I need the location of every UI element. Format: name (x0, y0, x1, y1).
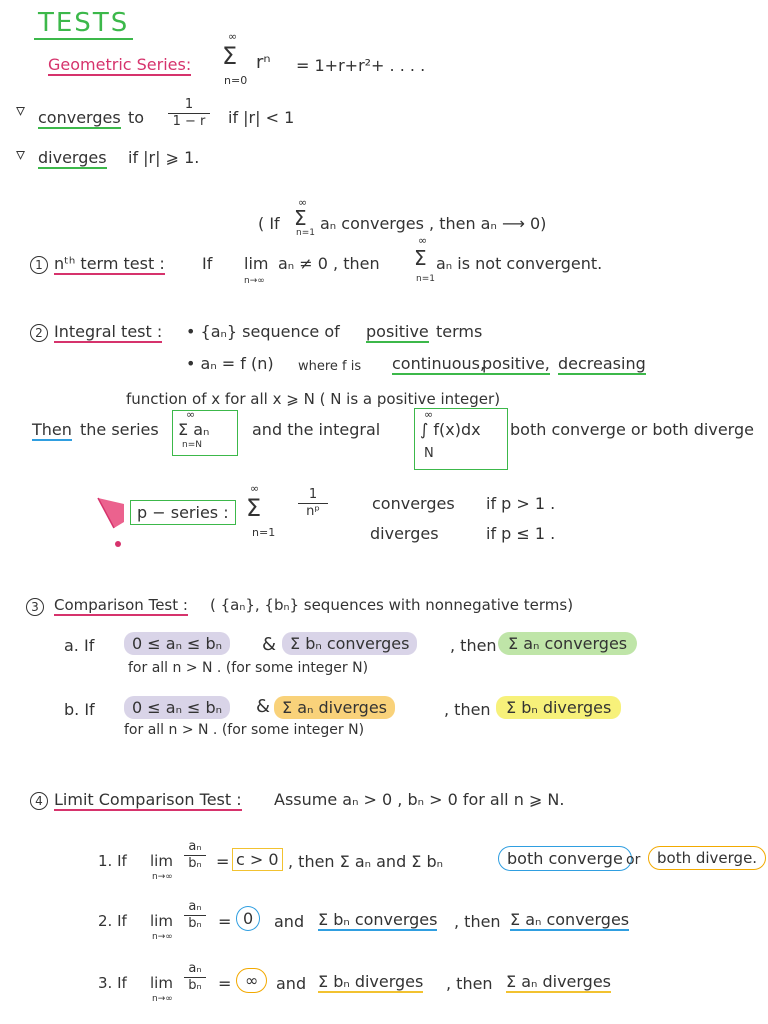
lc-item2-num: aₙ (188, 899, 202, 914)
lc-item3-result: Σ aₙ diverges (506, 972, 612, 991)
lc-item2-fraction (184, 900, 206, 931)
geometric-sigma: Σ (222, 42, 238, 70)
integral-bullet2: • aₙ = f (n) (186, 354, 274, 373)
lc-item3-label: 3. If (98, 974, 127, 992)
nth-preface-sigma: Σ (294, 206, 307, 230)
bullet-converges-icon: ▿ (16, 100, 26, 121)
integral-series-lower: n=N (182, 440, 202, 450)
lc-item3-then: , then (446, 974, 493, 993)
section-1-number: 1 (30, 256, 48, 274)
p-div: diverges (370, 524, 439, 543)
bullet-diverges-icon: ▿ (16, 144, 26, 165)
section-2-number: 2 (30, 324, 48, 342)
p-sigma: Σ (246, 494, 262, 522)
comparison-a-for: for all n > N . (for some integer N) (128, 660, 369, 676)
lc-item1-den: bₙ (188, 856, 202, 871)
p-fraction (298, 488, 328, 519)
lc-item3-fraction (184, 962, 206, 993)
integral-bullet2-where: where f is (298, 359, 362, 374)
integral-test-label: Integral test : (54, 322, 163, 341)
lc-item3-val: ∞ (236, 968, 267, 993)
fraction-denominator: 1 − r (172, 114, 206, 129)
comparison-test-label: Comparison Test : (54, 596, 188, 614)
integral-both: both converge or both diverge (510, 420, 754, 439)
section-3-number: 3 (26, 598, 44, 616)
lc-item2-eq: = (218, 912, 232, 931)
integral-continuous: continuous, (392, 354, 486, 373)
lc-item3-lim: lim (150, 974, 173, 992)
lc-item2-den: bₙ (188, 916, 202, 931)
lc-item1-eq: = (216, 852, 230, 871)
p-div-cond: if p ≤ 1 . (486, 524, 556, 543)
section-4-number: 4 (30, 792, 48, 810)
nth-sum-upper: ∞ (418, 234, 428, 247)
nth-if: If (202, 254, 213, 273)
nth-term-preface: ( If (258, 214, 280, 233)
converges-word: converges (38, 108, 121, 127)
lc-item1-label: 1. If (98, 852, 127, 870)
lc-item1-or: or (626, 852, 641, 868)
geometric-series-label: Geometric Series: (48, 55, 192, 74)
comparison-b-for: for all n > N . (for some integer N) (124, 722, 365, 738)
integral-bullet1-end: terms (436, 322, 483, 341)
geometric-term: rⁿ (256, 52, 271, 73)
integral-int-upper: ∞ (424, 408, 434, 421)
nth-sum-lower: n=1 (416, 274, 435, 284)
p-series-label: p − series : (130, 500, 236, 525)
nth-preface-sum-upper: ∞ (298, 196, 308, 209)
comparison-a-then: , then (450, 636, 497, 655)
lc-item1-val: c > 0 (232, 848, 283, 871)
nth-term-test-label: nᵗʰ term test : (54, 254, 165, 273)
limit-comparison-assume: Assume aₙ > 0 , bₙ > 0 for all n ⩾ N. (274, 790, 565, 809)
lc-item2-lim-sub: n→∞ (152, 932, 173, 942)
fraction-numerator: 1 (184, 97, 194, 112)
converges-to: to (128, 108, 145, 127)
nth-term-preface-rest: aₙ converges , then aₙ ⟶ 0) (320, 214, 547, 233)
comparison-a-amp: & (262, 634, 277, 655)
integral-int-expr: ∫ f(x)dx (420, 420, 481, 439)
p-sum-upper: ∞ (250, 482, 260, 495)
megaphone-icon (96, 494, 126, 554)
lc-item3-lim-sub: n→∞ (152, 994, 173, 1004)
comparison-b-sum: Σ aₙ diverges (274, 696, 395, 719)
integral-and-integral: and the integral (252, 420, 381, 439)
integral-positive: positive, (482, 354, 550, 373)
geometric-expansion: = 1+r+r²+ . . . . (296, 56, 426, 75)
geometric-fraction (168, 98, 210, 129)
lc-item1-mid: , then Σ aₙ and Σ bₙ (288, 852, 444, 871)
integral-bullet1-positive: positive (366, 322, 429, 341)
nth-lim-expr: aₙ ≠ 0 , then (278, 254, 380, 273)
comparison-a-label: a. If (64, 636, 95, 655)
lc-item1-lim-sub: n→∞ (152, 872, 173, 882)
lc-item1-num: aₙ (188, 839, 202, 854)
p-conv: converges (372, 494, 455, 513)
nth-rest: aₙ is not convergent. (436, 254, 603, 273)
comparison-a-sum: Σ bₙ converges (282, 632, 417, 655)
geometric-sum-upper: ∞ (228, 30, 238, 43)
comparison-b-then: , then (444, 700, 491, 719)
nth-lim-sub: n→∞ (244, 276, 265, 286)
lc-item3-num: aₙ (188, 961, 202, 976)
lc-item3-den: bₙ (188, 978, 202, 993)
diverges-condition: if |r| ⩾ 1. (128, 148, 200, 167)
p-conv-cond: if p > 1 . (486, 494, 556, 513)
integral-decreasing: decreasing (558, 354, 646, 373)
lc-item2-lim: lim (150, 912, 173, 930)
p-sum-lower: n=1 (252, 526, 276, 539)
diverges-word: diverges (38, 148, 107, 167)
integral-series-expr: Σ aₙ (178, 420, 210, 439)
lc-item3-and: and (276, 974, 307, 993)
comparison-b-label: b. If (64, 700, 95, 719)
nth-sigma: Σ (414, 246, 427, 270)
lc-item2-and: and (274, 912, 305, 931)
integral-bullet1: • {aₙ} sequence of (186, 322, 340, 341)
lc-item2-result: Σ aₙ converges (510, 910, 630, 929)
lc-item1-fraction (184, 840, 206, 871)
lc-item2-sum: Σ bₙ converges (318, 910, 438, 929)
lc-item1-r2: both diverge. (648, 846, 766, 870)
integral-the-series: the series (80, 420, 159, 439)
integral-int-lower: N (424, 446, 434, 461)
comparison-b-ineq: 0 ≤ aₙ ≤ bₙ (124, 696, 230, 719)
lc-item2-label: 2. If (98, 912, 127, 930)
comparison-b-amp: & (256, 696, 271, 717)
converges-condition: if |r| < 1 (228, 108, 295, 127)
comparison-b-result: Σ bₙ diverges (496, 696, 621, 719)
page-title: TESTS (34, 8, 133, 40)
integral-line3: function of x for all x ⩾ N ( N is a positive integer) (126, 390, 501, 408)
lc-item2-val: 0 (236, 906, 260, 931)
lc-item1-lim: lim (150, 852, 173, 870)
comparison-a-ineq: 0 ≤ aₙ ≤ bₙ (124, 632, 230, 655)
lc-item2-then: , then (454, 912, 501, 931)
lc-item3-eq: = (218, 974, 232, 993)
p-fraction-numerator: 1 (308, 487, 318, 502)
geometric-sum-lower: n=0 (224, 74, 248, 87)
comparison-desc: ( {aₙ}, {bₙ} sequences with nonnegative terms) (210, 596, 574, 614)
integral-series-upper: ∞ (186, 408, 196, 421)
limit-comparison-label: Limit Comparison Test : (54, 790, 242, 809)
lc-item1-r1: both converge (498, 846, 632, 871)
lc-item3-sum: Σ bₙ diverges (318, 972, 424, 991)
nth-preface-sum-lower: n=1 (296, 228, 315, 238)
nth-lim: lim (244, 254, 269, 273)
p-fraction-denominator: nᵖ (306, 504, 320, 519)
integral-then: Then (32, 420, 72, 439)
comparison-a-result: Σ aₙ converges (498, 632, 637, 655)
